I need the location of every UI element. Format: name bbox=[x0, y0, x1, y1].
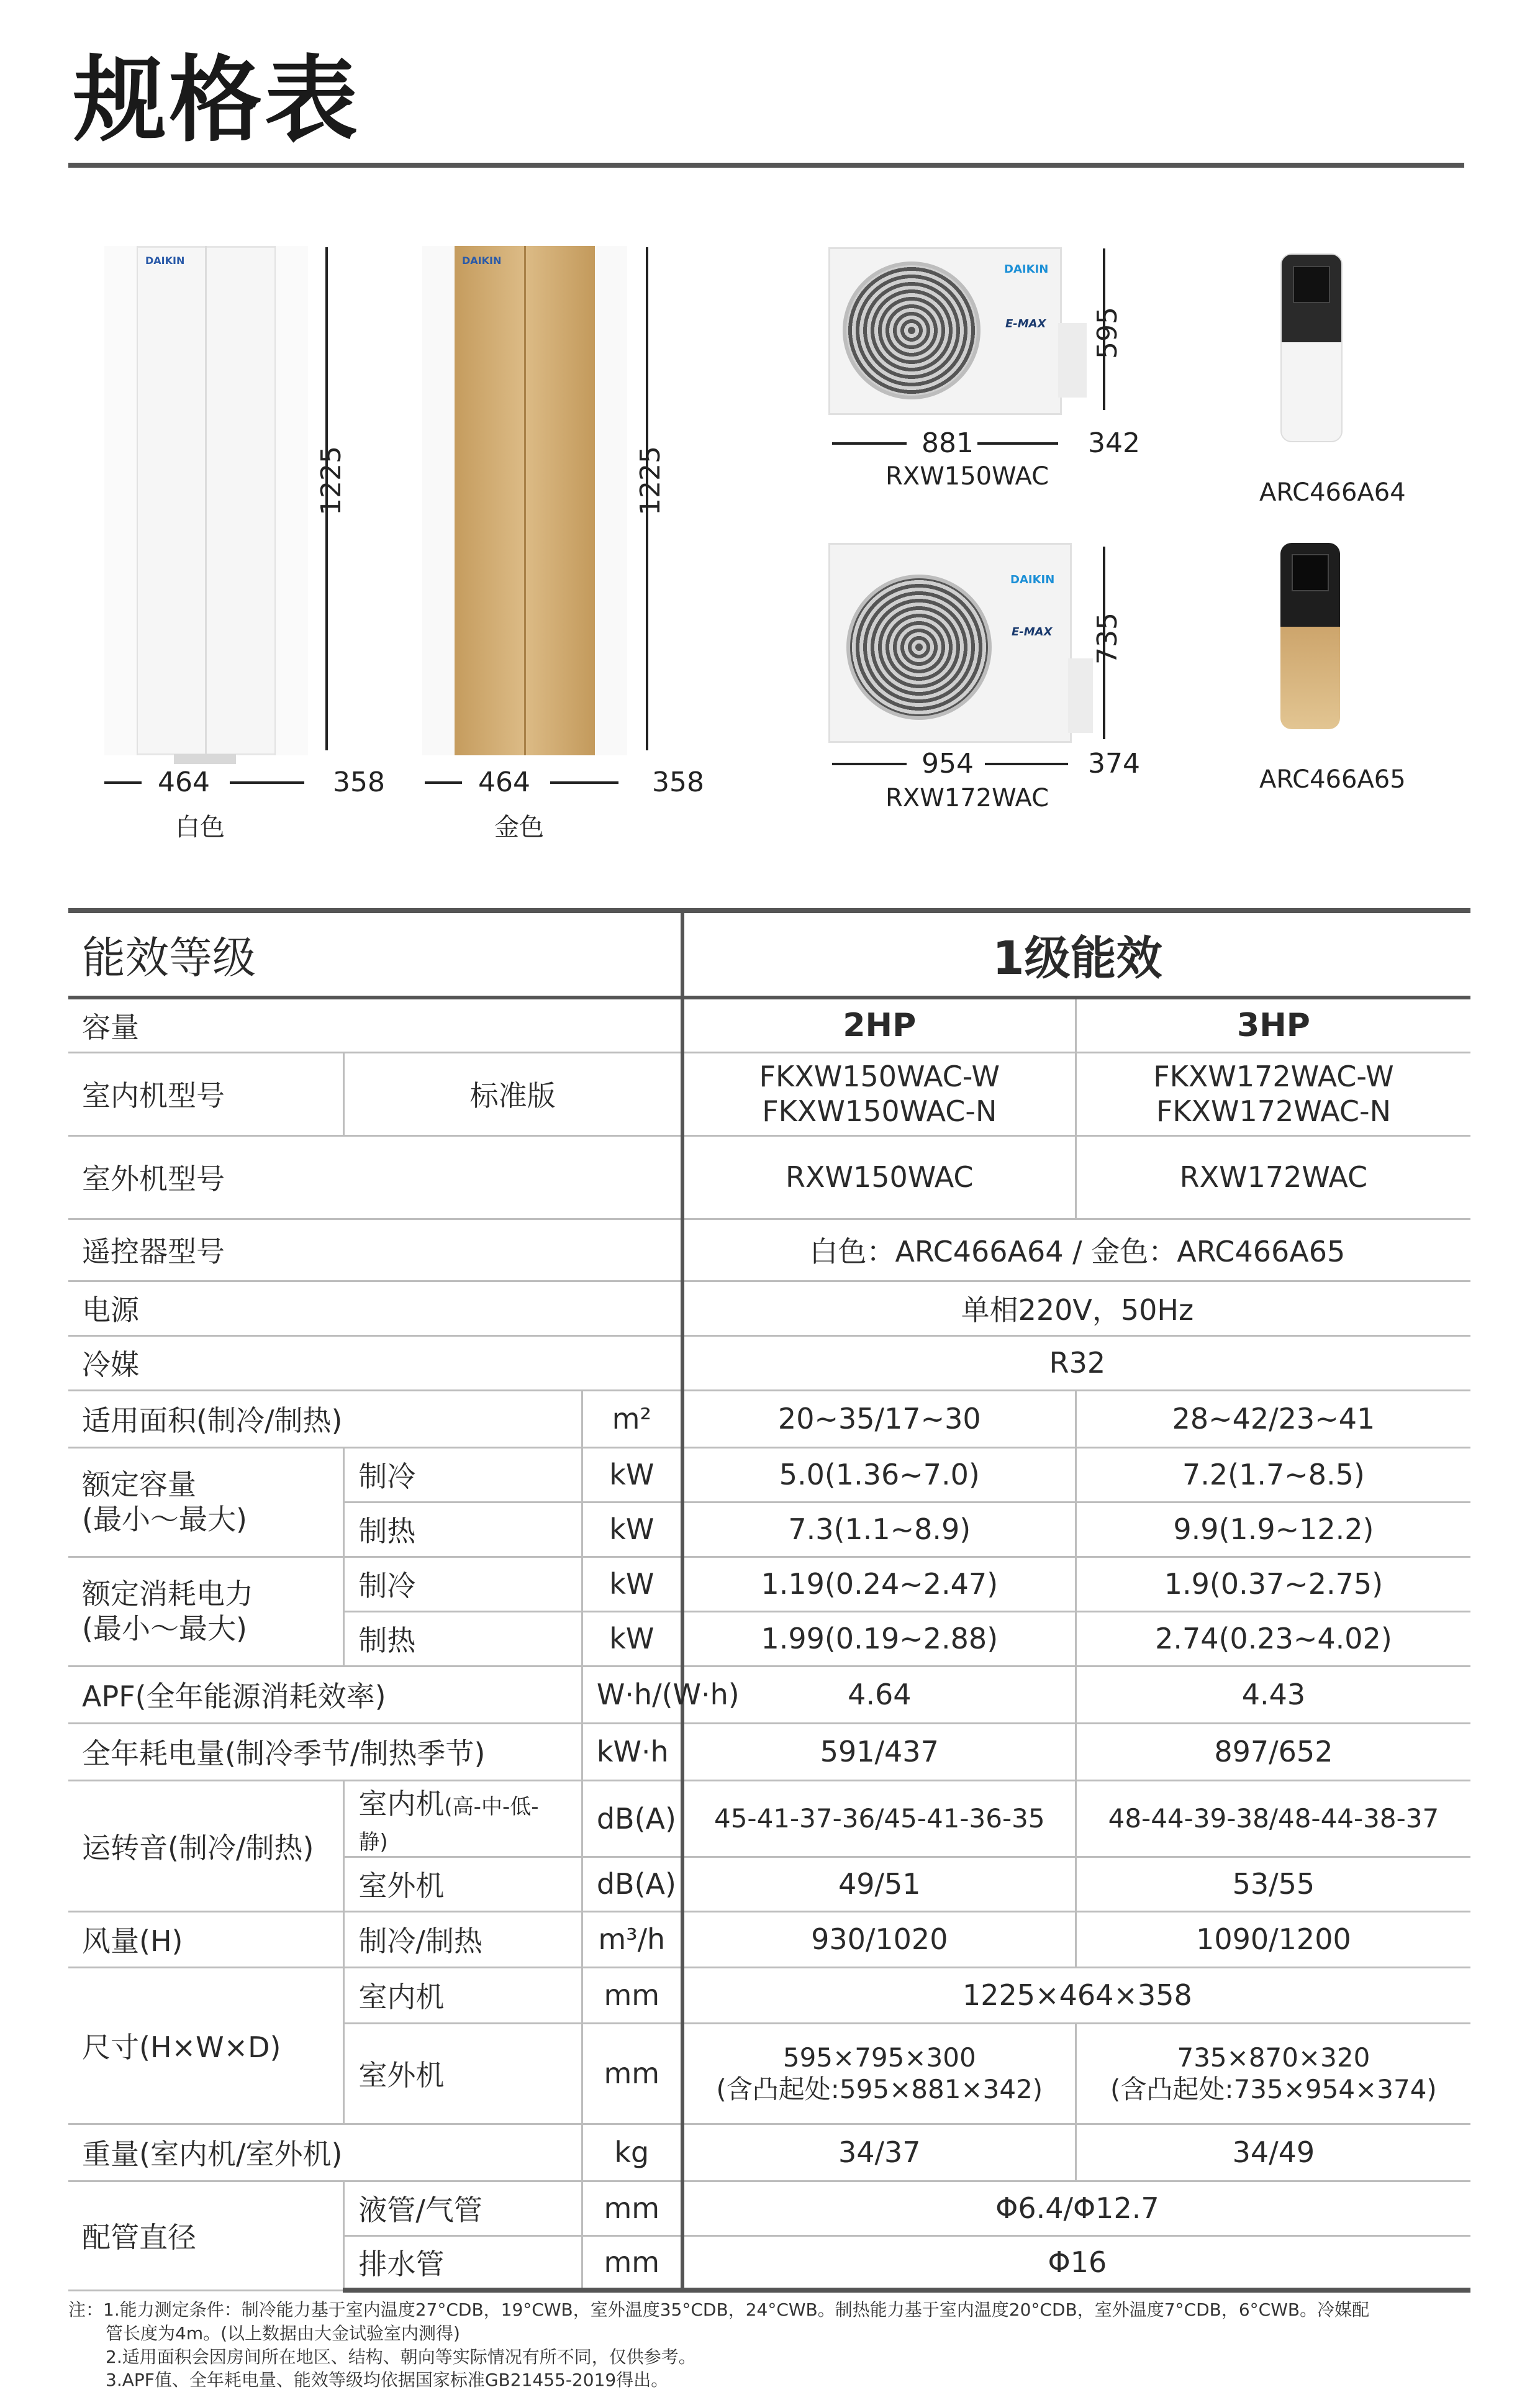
power-value: 单相220V，50Hz bbox=[682, 1281, 1470, 1335]
dimension-line bbox=[550, 781, 618, 784]
depth-label-rxw172: 374 bbox=[1088, 748, 1140, 780]
apf-label: APF(全年能源消耗效率) bbox=[68, 1666, 582, 1723]
indoor-model-label: 室内机型号 bbox=[68, 1052, 344, 1135]
model-label-rxw172: RXW172WAC bbox=[886, 784, 1049, 812]
color-label-gold: 金色 bbox=[494, 813, 544, 842]
rated-capacity-cool-label: 制冷 bbox=[344, 1447, 582, 1502]
apf-3hp: 4.43 bbox=[1076, 1666, 1470, 1723]
weight-unit: kg bbox=[582, 2124, 682, 2181]
table-row bbox=[68, 1052, 1470, 1135]
table-row bbox=[68, 1911, 1470, 1967]
table-row bbox=[68, 1281, 1470, 1335]
noise-unit: dB(A) bbox=[582, 1857, 682, 1911]
noise-outdoor-label: 室外机 bbox=[344, 1857, 582, 1911]
width-label-white: 464 bbox=[158, 766, 210, 798]
noise-unit: dB(A) bbox=[582, 1780, 682, 1857]
rated-capacity-heat-2hp: 7.3(1.1~8.9) bbox=[682, 1502, 1076, 1557]
capacity-3hp: 3HP bbox=[1076, 998, 1470, 1052]
rated-power-cool-3hp: 1.9(0.37~2.75) bbox=[1076, 1557, 1470, 1611]
spec-table bbox=[68, 908, 1470, 2293]
emax-logo: E-MAX bbox=[1012, 625, 1053, 639]
remote-gold-image bbox=[1280, 543, 1340, 729]
apf-2hp: 4.64 bbox=[682, 1666, 1076, 1723]
size-line: (含凸起处:735×954×374) bbox=[1110, 2074, 1437, 2104]
airflow-label: 风量(H) bbox=[68, 1911, 344, 1967]
dimension-line bbox=[425, 781, 462, 784]
airflow-unit: m³/h bbox=[582, 1911, 682, 1967]
footnote-line: 3.APF值、全年耗电量、能效等级均依据国家标准GB21455-2019得出。 bbox=[106, 2370, 669, 2391]
rated-power-heat-2hp: 1.99(0.19~2.88) bbox=[682, 1611, 1076, 1666]
efficiency-grade-value: 1级能效 bbox=[682, 911, 1470, 998]
rated-capacity-unit: kW bbox=[582, 1502, 682, 1557]
table-row bbox=[68, 1390, 1470, 1447]
rated-power-unit: kW bbox=[582, 1557, 682, 1611]
annual-3hp: 897/652 bbox=[1076, 1723, 1470, 1780]
remote-white-image bbox=[1280, 253, 1343, 442]
height-label-white: 1225 bbox=[315, 446, 347, 516]
table-row bbox=[68, 2181, 1470, 2235]
table-row bbox=[68, 1557, 1470, 1611]
table-row bbox=[68, 998, 1470, 1052]
emax-logo: E-MAX bbox=[1005, 317, 1046, 330]
pipe-liquid-value: Φ6.4/Φ12.7 bbox=[682, 2181, 1470, 2235]
pipe-drain-label: 排水管 bbox=[344, 2235, 582, 2290]
outdoor-unit-rxw150-image bbox=[828, 247, 1062, 415]
depth-label-gold: 358 bbox=[652, 766, 704, 798]
noise-indoor-2hp: 45-41-37-36/45-41-36-35 bbox=[682, 1780, 1076, 1857]
size-indoor-label: 室内机 bbox=[344, 1967, 582, 2023]
label-note: (高-中-低-静) bbox=[358, 1794, 539, 1855]
annual-2hp: 591/437 bbox=[682, 1723, 1076, 1780]
rated-power-cool-label: 制冷 bbox=[344, 1557, 582, 1611]
model-line: FKXW150WAC-N bbox=[762, 1094, 997, 1128]
height-label-rxw150: 595 bbox=[1092, 307, 1123, 359]
dimension-line bbox=[832, 442, 907, 445]
brand-logo: DAIKIN bbox=[462, 255, 502, 266]
width-label-gold: 464 bbox=[478, 766, 530, 798]
rated-capacity-unit: kW bbox=[582, 1447, 682, 1502]
area-3hp: 28~42/23~41 bbox=[1076, 1390, 1470, 1447]
width-label-rxw172: 954 bbox=[922, 748, 974, 780]
dimension-line bbox=[230, 781, 304, 784]
outdoor-model-2hp: RXW150WAC bbox=[682, 1135, 1076, 1219]
rated-power-heat-3hp: 2.74(0.23~4.02) bbox=[1076, 1611, 1470, 1666]
model-line: FKXW172WAC-N bbox=[1156, 1094, 1392, 1128]
area-unit: m² bbox=[582, 1390, 682, 1447]
pipe-unit: mm bbox=[582, 2235, 682, 2290]
rated-capacity-heat-label: 制热 bbox=[344, 1502, 582, 1557]
table-row bbox=[68, 911, 1470, 998]
size-outdoor-3hp bbox=[1076, 2023, 1470, 2124]
size-indoor-value: 1225×464×358 bbox=[682, 1967, 1470, 2023]
table-row bbox=[68, 1135, 1470, 1219]
footnote-line: 管长度为4m。(以上数据由大金试验室内测得) bbox=[106, 2322, 460, 2344]
brand-logo: DAIKIN bbox=[145, 255, 185, 266]
rated-power-cool-2hp: 1.19(0.24~2.47) bbox=[682, 1557, 1076, 1611]
label-text: 室内机 bbox=[358, 1786, 445, 1821]
height-label-gold: 1225 bbox=[635, 446, 666, 516]
size-outdoor-label: 室外机 bbox=[344, 2023, 582, 2124]
model-label-rxw150: RXW150WAC bbox=[886, 462, 1049, 491]
table-row bbox=[68, 1335, 1470, 1390]
rated-power-heat-label: 制热 bbox=[344, 1611, 582, 1666]
table-row bbox=[68, 1723, 1470, 1780]
size-line: (含凸起处:595×881×342) bbox=[716, 2074, 1043, 2104]
weight-2hp: 34/37 bbox=[682, 2124, 1076, 2181]
weight-3hp: 34/49 bbox=[1076, 2124, 1470, 2181]
title-divider bbox=[68, 163, 1464, 168]
footnote-line: 注：1.能力测定条件：制冷能力基于室内温度27°CDB，19°CWB，室外温度35°CDB，24°CWB。制热能力基于室内温度20°CDB，室外温度7°CDB，6°CWB。冷媒配 bbox=[68, 2299, 1370, 2320]
capacity-label: 容量 bbox=[68, 998, 682, 1052]
airflow-2hp: 930/1020 bbox=[682, 1911, 1076, 1967]
noise-indoor-label bbox=[344, 1780, 582, 1857]
depth-label-rxw150: 342 bbox=[1088, 427, 1140, 459]
dimension-line bbox=[104, 781, 142, 784]
annual-unit: kW·h bbox=[582, 1723, 682, 1780]
remote-model-value: 白色：ARC466A64 / 金色：ARC466A65 bbox=[682, 1219, 1470, 1281]
apf-unit: W·h/(W·h) bbox=[582, 1666, 682, 1723]
table-row bbox=[68, 1967, 1470, 2023]
indoor-model-edition: 标准版 bbox=[344, 1052, 682, 1135]
pipe-liquid-label: 液管/气管 bbox=[344, 2181, 582, 2235]
table-row bbox=[68, 1219, 1470, 1281]
height-label-rxw172: 735 bbox=[1092, 612, 1123, 665]
model-label-arc466a65: ARC466A65 bbox=[1259, 765, 1406, 794]
label-line: 额定容量 bbox=[82, 1467, 196, 1501]
indoor-model-3hp bbox=[1076, 1052, 1470, 1135]
outdoor-model-3hp: RXW172WAC bbox=[1076, 1135, 1470, 1219]
dimension-line bbox=[985, 763, 1068, 765]
refrigerant-value: R32 bbox=[682, 1335, 1470, 1390]
refrigerant-label: 冷媒 bbox=[68, 1335, 682, 1390]
width-label-rxw150: 881 bbox=[922, 427, 974, 459]
table-row bbox=[68, 1666, 1470, 1723]
table-row bbox=[68, 1780, 1470, 1857]
table-row bbox=[68, 1447, 1470, 1502]
size-line: 595×795×300 bbox=[782, 2042, 976, 2073]
footnotes bbox=[68, 2298, 1472, 2392]
brand-logo: DAIKIN bbox=[1004, 263, 1049, 276]
outdoor-valve-box bbox=[1068, 658, 1093, 733]
rated-capacity-label bbox=[68, 1447, 344, 1557]
size-unit: mm bbox=[582, 2023, 682, 2124]
depth-label-white: 358 bbox=[333, 766, 385, 798]
indoor-unit-gold-image bbox=[422, 246, 627, 755]
capacity-2hp: 2HP bbox=[682, 998, 1076, 1052]
noise-indoor-3hp: 48-44-39-38/48-44-38-37 bbox=[1076, 1780, 1470, 1857]
power-label: 电源 bbox=[68, 1281, 682, 1335]
indoor-model-2hp bbox=[682, 1052, 1076, 1135]
label-line: 额定消耗电力 bbox=[82, 1576, 253, 1611]
rated-capacity-heat-3hp: 9.9(1.9~12.2) bbox=[1076, 1502, 1470, 1557]
noise-outdoor-2hp: 49/51 bbox=[682, 1857, 1076, 1911]
table-row bbox=[68, 2124, 1470, 2181]
area-label: 适用面积(制冷/制热) bbox=[68, 1390, 582, 1447]
model-label-arc466a64: ARC466A64 bbox=[1259, 478, 1406, 507]
noise-label: 运转音(制冷/制热) bbox=[68, 1780, 344, 1911]
page-title: 规格表 bbox=[73, 47, 361, 155]
color-label-white: 白色 bbox=[175, 813, 225, 842]
model-line: FKXW150WAC-W bbox=[759, 1059, 1000, 1093]
outdoor-unit-rxw172-image bbox=[828, 543, 1072, 743]
rated-power-unit: kW bbox=[582, 1611, 682, 1666]
outdoor-model-label: 室外机型号 bbox=[68, 1135, 682, 1219]
label-line: (最小～最大) bbox=[82, 1503, 247, 1536]
efficiency-grade-label: 能效等级 bbox=[68, 911, 682, 998]
model-line: FKXW172WAC-W bbox=[1153, 1059, 1394, 1093]
area-2hp: 20~35/17~30 bbox=[682, 1390, 1076, 1447]
airflow-3hp: 1090/1200 bbox=[1076, 1911, 1470, 1967]
pipe-drain-value: Φ16 bbox=[682, 2235, 1470, 2290]
brand-logo: DAIKIN bbox=[1010, 573, 1055, 586]
outdoor-valve-box bbox=[1058, 323, 1087, 398]
annual-label: 全年耗电量(制冷季节/制热季节) bbox=[68, 1723, 582, 1780]
size-outdoor-2hp bbox=[682, 2023, 1076, 2124]
label-line: (最小～最大) bbox=[82, 1612, 247, 1645]
footnote-line: 2.适用面积会因房间所在地区、结构、朝向等实际情况有所不同，仅供参考。 bbox=[106, 2346, 696, 2367]
indoor-unit-white-image bbox=[104, 246, 308, 755]
rated-power-label bbox=[68, 1557, 344, 1666]
remote-model-label: 遥控器型号 bbox=[68, 1219, 682, 1281]
noise-outdoor-3hp: 53/55 bbox=[1076, 1857, 1470, 1911]
size-unit: mm bbox=[582, 1967, 682, 2023]
size-label: 尺寸(H×W×D) bbox=[68, 1967, 344, 2124]
rated-capacity-cool-3hp: 7.2(1.7~8.5) bbox=[1076, 1447, 1470, 1502]
pipe-label: 配管直径 bbox=[68, 2181, 344, 2290]
pipe-unit: mm bbox=[582, 2181, 682, 2235]
size-line: 735×870×320 bbox=[1177, 2042, 1370, 2073]
weight-label: 重量(室内机/室外机) bbox=[68, 2124, 582, 2181]
rated-capacity-cool-2hp: 5.0(1.36~7.0) bbox=[682, 1447, 1076, 1502]
airflow-sub: 制冷/制热 bbox=[344, 1911, 582, 1967]
dimension-line bbox=[832, 763, 907, 765]
dimension-line bbox=[977, 442, 1058, 445]
